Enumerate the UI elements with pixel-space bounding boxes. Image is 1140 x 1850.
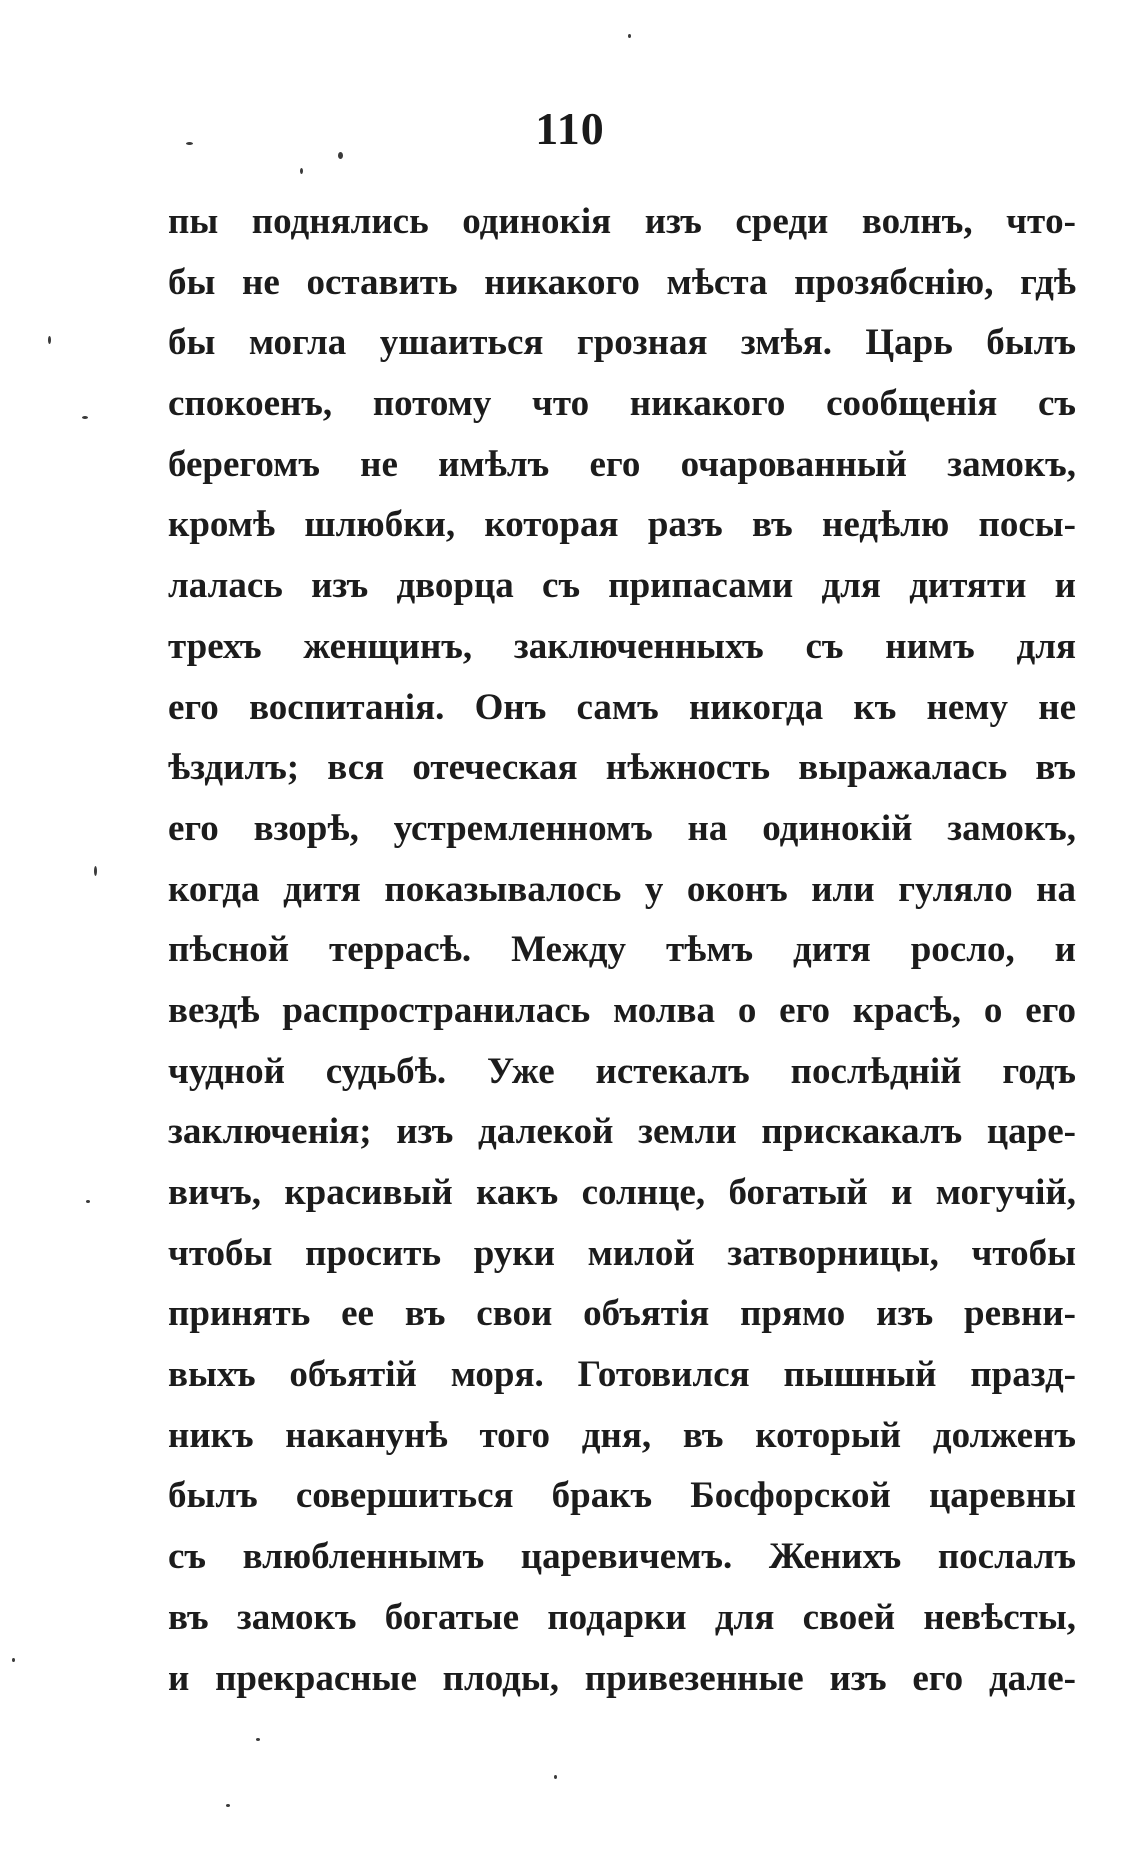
text-line: выхъ объятій моря. Готовился пышный празд- [168,1354,1076,1396]
text-line: былъ совершиться бракъ Босфорской царевны [168,1475,1076,1517]
text-line: бы могла ушаиться грозная змѣя. Царь былъ [168,322,1076,364]
scan-speck [554,1775,557,1779]
text-line: чудной судьбѣ. Уже истекалъ послѣдній годъ [168,1050,1076,1092]
page-number: 110 [535,103,605,154]
scan-speck [12,1658,15,1662]
text-line: вичъ, красивый какъ солнце, богатый и могучій, [168,1172,1076,1213]
text-line: берегомъ не имѣлъ его очарованный замокъ, [168,443,1076,485]
scan-speck [86,1200,90,1203]
scan-speck [628,34,631,38]
scan-speck [226,1804,230,1807]
scan-speck [338,152,343,159]
text-line: лалась изъ дворца съ припасами для дитяти и [168,565,1076,607]
text-line: пы поднялись одинокія изъ среди волнъ, чтo- [168,201,1076,242]
text-line: его взорѣ, устремленномъ на одинокій замокъ, [168,807,1076,849]
scan-speck [300,168,303,174]
text-line: бы не оставить никакого мѣста прозябснію, гдѣ [168,261,1076,303]
text-line: ѣздилъ; вся отеческая нѣжность выражалась въ [168,747,1076,789]
text-line: въ замокъ богатые подарки для своей невѣсты, [168,1596,1076,1638]
scan-speck [82,416,88,419]
text-line: трехъ женщинъ, заключенныхъ съ нимъ для [168,625,1076,667]
text-line: когда дитя показывалось у оконъ или гуляло на [168,868,1076,910]
scan-speck [48,336,51,344]
body-text [168,192,1076,1709]
text-line: пѣсной террасѣ. Между тѣмъ дитя росло, и [168,929,1076,971]
scan-speck [256,1738,260,1741]
text-line: кромѣ шлюбки, которая разъ въ недѣлю посы- [168,504,1076,546]
text-line: чтобы просить руки милой затворницы, чтобы [168,1232,1076,1274]
text-line: никъ наканунѣ того дня, въ который долженъ [168,1414,1076,1456]
text-line: вездѣ распространилась молва о его красѣ, о его [168,989,1076,1031]
text-line: его воспитанія. Онъ самъ никогда къ нему не [168,686,1076,728]
text-line: и прекрасные плоды, привезенные изъ его дале- [168,1657,1076,1699]
text-line: спокоенъ, потому что никакого сообщенія съ [168,383,1076,425]
text-line: принять ее въ свои объятія прямо изъ ревни- [168,1293,1076,1335]
text-line: заключенія; изъ далекой земли прискакалъ царе- [168,1111,1076,1153]
text-line: съ влюбленнымъ царевичемъ. Женихъ послалъ [168,1536,1076,1578]
scan-speck [94,866,97,876]
scan-speck [186,142,193,145]
